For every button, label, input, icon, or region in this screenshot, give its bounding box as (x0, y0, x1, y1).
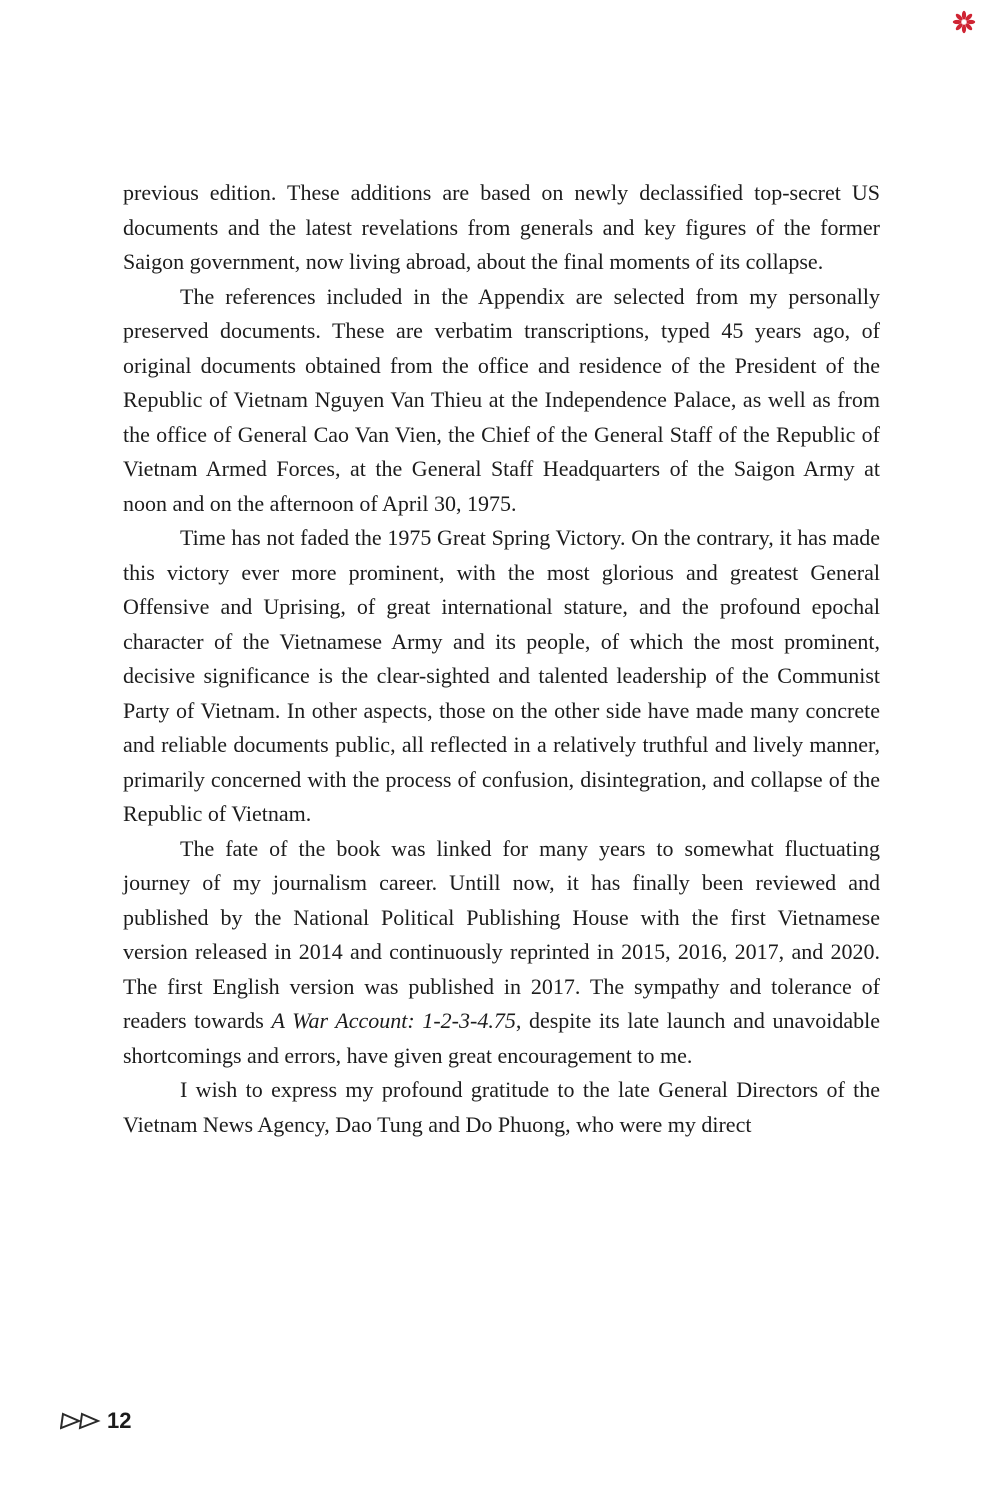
book-title-italic: A War Account: 1-2-3-4.75 (271, 1008, 516, 1033)
paragraph: The references included in the Appendix are selected from my personally preserved documents. These are verbatim transcriptions, typed 45 years ago, of original documents obtained from the office and residence of the President of the Republic of Vietnam Nguyen Van Thieu at the Independence Palace, as well as from the office of General Cao Van Vien, the Chief of the General Staff of the Republic of Vietnam Armed Forces, at the General Staff Headquarters of the Saigon Army at noon and on the afternoon of April 30, 1975. (123, 283, 880, 516)
flower-ornament-icon (952, 10, 976, 34)
paragraph: Time has not faded the 1975 Great Spring Victory. On the contrary, it has made this victory ever more prominent, with the most glorious and greatest General Offensive and Uprising, of great international stature, and the profound epochal character of the Vietnamese Army and its people, of which the most prominent, decisive significance is the clear-sighted and talented leadership of the Communist Party of Vietnam. In other aspects, those on the other side have made many concrete and reliable documents public, all reflected in a relatively truthful and lively manner, primarily concerned with the process of confusion, disintegration, and collapse of the Republic of Vietnam. (123, 525, 880, 826)
body-text (123, 176, 880, 1142)
paragraph-text: , despite its late launch and unavoidable shortcomings and errors, have given great encouragement to me. (123, 1008, 881, 1068)
paragraph-text: The fate of the book was linked for many years to somewhat fluctuating journey of my journalism career. Untill now, it has finally been reviewed and published by the National Political Publishing House with the first Vietnamese version released in 2014 and continuously reprinted in 2015, 2016, 2017, and 2020. The first English version was published in 2017. The sympathy and tolerance of readers towards (123, 835, 880, 1033)
paragraph (123, 832, 880, 1074)
page-footer (60, 1408, 131, 1434)
arrowhead-icons (60, 1411, 102, 1431)
paragraph: previous edition. These additions are based on newly declassified top-secret US documents and the latest revelations from generals and key figures of the former Saigon government, now living abroad, about the final moments of its collapse. (123, 180, 880, 274)
page-number: 12 (107, 1408, 132, 1433)
paragraph: I wish to express my profound gratitude to the late General Directors of the Vietnam News Agency, Dao Tung and Do Phuong, who were my direct (123, 1077, 880, 1137)
